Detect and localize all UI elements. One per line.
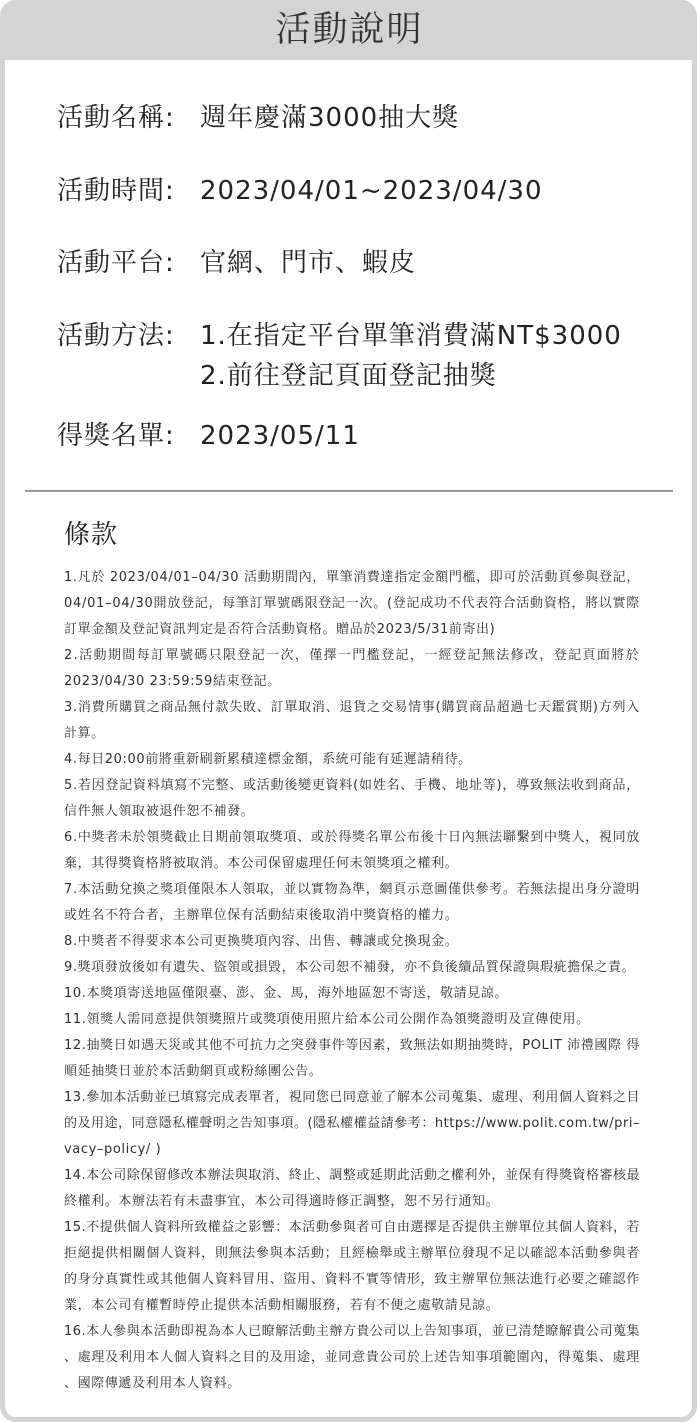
term-line: 4.每日20:00前將重新刷新累積達標金額，系統可能有延遲請稍待。: [64, 752, 472, 767]
term-line: vacy–policy/ ): [64, 1142, 162, 1157]
term-line: 15.不提供個人資料所致權益之影響：本活動參與者可自由選擇是否提供主辦單位其個人資料，若: [64, 1220, 640, 1235]
term-item-6: [64, 825, 640, 877]
detail-label: 活動方法:: [57, 320, 175, 351]
detail-values: [200, 416, 360, 456]
term-item-2: [64, 643, 640, 695]
detail-row-winners: [57, 416, 622, 456]
term-line: 、處理及利用本人個人資料之目的及用途，並同意貴公司於上述告知事項範圍內，得蒐集、處理: [64, 1350, 640, 1365]
term-item-1: [64, 565, 640, 643]
detail-row-name: [57, 98, 622, 138]
term-line: 3.消費所購買之商品無付款失敗、訂單取消、退貨之交易情事(購買商品超過七天鑑賞期)方列入: [64, 700, 640, 715]
header-band: [5, 5, 692, 60]
term-item-8: [64, 929, 640, 955]
term-line: 拒絕提供相關個人資料，則無法參與本活動；且經檢舉或主辦單位發現不足以確認本活動參與者: [64, 1246, 640, 1261]
detail-row-platform: [57, 243, 622, 283]
term-line: 終權利。本辦法若有未盡事宜，本公司得適時修正調整，恕不另行通知。: [64, 1194, 500, 1209]
term-item-12: [64, 1033, 640, 1085]
term-item-10: [64, 981, 640, 1007]
term-line: 5.若因登記資料填寫不完整、或活動後變更資料(如姓名、手機、地址等)，導致無法收到商品，: [64, 778, 640, 793]
detail-values: [200, 243, 416, 283]
detail-row-period: [57, 171, 622, 211]
detail-label: 活動時間:: [57, 175, 175, 206]
term-line: 信件無人領取被退件恕不補發。: [64, 804, 255, 819]
term-line: 棄，其得獎資格將被取消。本公司保留處理任何未領獎項之權利。: [64, 856, 459, 871]
term-item-14: [64, 1163, 640, 1215]
term-line: 計算。: [64, 726, 105, 741]
term-item-15: [64, 1215, 640, 1319]
detail-label: 活動名稱:: [57, 103, 175, 133]
term-line: 的身分真實性或其他個人資料冒用、盜用、資料不實等情形，致主辦單位無法進行必要之確認作: [64, 1272, 640, 1287]
detail-values: [200, 316, 622, 396]
term-line: 1.凡於 2023/04/01–04/30 活動期間內，單筆消費達指定金額門檻，即可於活動頁參與登記，: [64, 570, 640, 585]
section-divider: [25, 490, 673, 492]
term-item-11: [64, 1007, 640, 1033]
term-line: 04/01–04/30開放登記，每筆訂單號碼限登記一次。(登記成功不代表符合活動資格，將以實際: [64, 596, 640, 611]
detail-values: [200, 171, 543, 211]
term-line: 16.本人參與本活動即視為本人已瞭解活動主辦方貴公司以上告知事項，並已清楚瞭解貴公司蒐集: [64, 1324, 640, 1339]
term-line: 11.領獎人需同意提供領獎照片或獎項使用照片給本公司公開作為領獎證明及宣傳使用。: [64, 1012, 590, 1027]
term-line: 訂單金額及登記資訊判定是否符合活動資格。贈品於2023/5/31前寄出): [64, 622, 496, 637]
detail-values: [200, 98, 459, 138]
term-line: 、國際傳遞及利用本人資料。: [64, 1376, 241, 1391]
term-line: 9.獎項發放後如有遺失、盜領或損毀，本公司恕不補發，亦不負後續品質保證與瑕疵擔保之責。: [64, 960, 636, 975]
detail-label: 活動平台:: [57, 248, 175, 278]
term-line: 業，本公司有權暫時停止提供本活動相關服務，若有不便之處敬請見諒。: [64, 1298, 500, 1313]
term-item-3: [64, 695, 640, 747]
terms-list: [64, 565, 640, 1397]
detail-label: 得獎名單:: [57, 420, 175, 451]
term-item-9: [64, 955, 640, 981]
detail-value: 2023/05/11: [200, 420, 360, 451]
term-line: 或姓名不符合者，主辦單位保有活動結束後取消中獎資格的權力。: [64, 908, 459, 923]
term-line: 7.本活動兌換之獎項僅限本人領取，並以實物為準，網頁示意圖僅供參考。若無法提出身分證明: [64, 882, 640, 897]
term-line: 8.中獎者不得要求本公司更換獎項內容、出售、轉讓或兌換現金。: [64, 934, 459, 949]
term-line: 2.活動期間每訂單號碼只限登記一次，僅擇一門檻登記，一經登記無法修改，登記頁面將於: [64, 648, 640, 663]
term-line: 12.抽獎日如遇天災或其他不可抗力之突發事件等因素，致無法如期抽獎時，POLIT 沛禮國際 得: [64, 1038, 640, 1053]
term-line: 6.中獎者未於領獎截止日期前領取獎項、或於得獎名單公布後十日內無法聯繫到中獎人，視同放: [64, 830, 640, 845]
term-item-4: [64, 747, 640, 773]
detail-value: 1.在指定平台單筆消費滿NT$3000: [200, 320, 622, 351]
detail-value: 官網、門市、蝦皮: [200, 248, 417, 278]
term-item-16: [64, 1319, 640, 1397]
term-item-5: [64, 773, 640, 825]
detail-value: 2023/04/01~2023/04/30: [200, 175, 543, 206]
term-line: 13.參加本活動並已填寫完成表單者，視同您已同意並了解本公司蒐集、處理、利用個人資料之目: [64, 1090, 640, 1105]
term-line: 10.本獎項寄送地區僅限臺、澎、金、馬，海外地區恕不寄送，敬請見諒。: [64, 986, 509, 1001]
terms-title: 條款: [64, 520, 119, 550]
page-title: 活動說明: [275, 10, 424, 50]
event-details: [57, 98, 622, 488]
detail-row-method: [57, 316, 622, 396]
term-line: 的及用途，同意隱私權聲明之告知事項。(隱私權權益請參考：https://www.polit.com.tw/pri–: [64, 1116, 640, 1131]
term-item-13: [64, 1085, 640, 1163]
detail-value: 2.前往登記頁面登記抽獎: [200, 360, 497, 391]
term-item-7: [64, 877, 640, 929]
term-line: 14.本公司除保留修改本辦法與取消、終止、調整或延期此活動之權利外，並保有得獎資格審核最: [64, 1168, 640, 1183]
term-line: 2023/04/30 23:59:59結束登記。: [64, 674, 281, 689]
term-line: 順延抽獎日並於本活動網頁或粉絲團公告。: [64, 1064, 323, 1079]
detail-value: 週年慶滿3000抽大獎: [200, 103, 460, 133]
